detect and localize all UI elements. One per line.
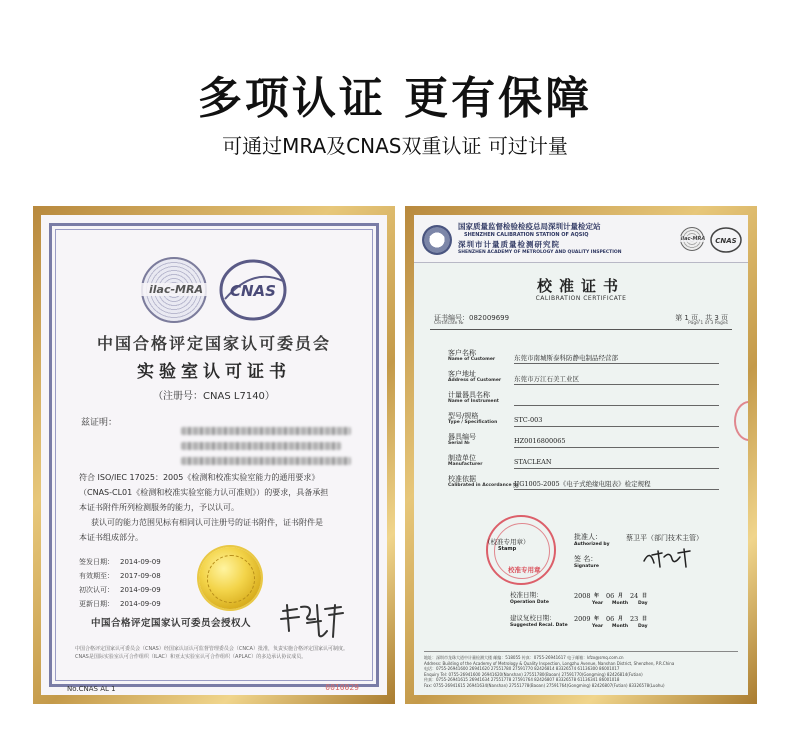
certificate-number-label: 证书编号： bbox=[434, 314, 469, 322]
operation-day: 24 bbox=[630, 592, 639, 600]
smq-logo bbox=[422, 225, 452, 255]
authorized-by-value: 蔡卫平（部门技术主管） bbox=[626, 534, 703, 542]
footer-line: Enquiry Tel: 0755-26941600 26941620(Nanshan) 27551780(Baoan) 27591770(Gongming) 82426814(Futian) bbox=[424, 671, 643, 677]
body-line: 获认可的能力范围见标有相同认可注册号的证书附件，证书附件是 bbox=[91, 518, 323, 527]
unit-year: 年 bbox=[594, 616, 600, 622]
unit-month: 月 bbox=[618, 593, 624, 599]
field-label-en: Manufacturer bbox=[448, 462, 483, 467]
field-label bbox=[448, 454, 482, 468]
recal-year: 2009 bbox=[574, 615, 591, 623]
field-value: HZ0016800065 bbox=[514, 437, 566, 445]
red-stamp-partial-icon bbox=[734, 401, 748, 441]
ilac-mra-logo-text: ilac-MRA bbox=[137, 283, 215, 296]
certificate-footer bbox=[424, 651, 738, 688]
date-label: 更新日期： bbox=[79, 600, 114, 608]
authorized-by-label bbox=[574, 533, 610, 549]
field-label bbox=[448, 475, 518, 489]
unit-year: 年 bbox=[594, 593, 600, 599]
page-info-en: Page 1 of 3 Pages bbox=[688, 321, 728, 326]
ilac-mra-logo bbox=[680, 227, 704, 251]
ilac-mra-logo bbox=[141, 257, 207, 323]
field-label bbox=[448, 391, 499, 405]
field-label-cn: 计量器具名称 bbox=[448, 391, 490, 399]
field-label-cn: 客户名称 bbox=[448, 349, 476, 357]
academy-name-en: SHENZHEN ACADEMY OF METROLOGY AND QUALITY INSPECTION bbox=[458, 250, 622, 255]
date-value: 2014-09-09 bbox=[120, 558, 161, 566]
recal-day: 23 bbox=[630, 615, 639, 623]
gold-seal-icon bbox=[199, 547, 261, 609]
field-label bbox=[448, 433, 476, 447]
smq-logo-text: SMQ bbox=[429, 235, 445, 242]
headline: 多项认证 更有保障 bbox=[197, 73, 593, 124]
body-line: （CNAS-CL01《检测和校准实验室能力认可准则》）的要求，具备承担 bbox=[79, 488, 329, 497]
field-label-en: Name of Instrument bbox=[448, 399, 499, 404]
field-label-en: Type / Specification bbox=[448, 420, 498, 425]
field-label-en: Address of Customer bbox=[448, 378, 502, 383]
certify-label: 兹证明： bbox=[81, 418, 118, 428]
field-value: STACLEAN bbox=[514, 458, 552, 466]
operation-date-en: Operation Date bbox=[510, 600, 549, 605]
field-value: 东莞市万江石美工业区 bbox=[514, 375, 579, 383]
authorized-person-label: 中国合格评定国家认可委员会授权人 bbox=[91, 618, 252, 629]
recal-date-cn: 建议复校日期： bbox=[510, 614, 556, 622]
field-underline bbox=[514, 447, 719, 448]
operation-month: 06 bbox=[606, 592, 615, 600]
certificate-fine-print: 中国合格评定国家认可委员会（CNAS）经国家认证认可监督管理委员会（CNCA）批准，负责实施合格评定国家认可制度。CNAS是国际实验室认可合作组织（ILAC）和亚太实验室认可合作组织（APLAC）的多边承认协议成员。 bbox=[75, 646, 348, 660]
field-label-cn: 器具编号 bbox=[448, 433, 476, 441]
cnas-logo bbox=[710, 227, 742, 253]
field-label-en: Serial № bbox=[448, 441, 470, 446]
operation-date-cn: 校准日期： bbox=[510, 591, 543, 599]
redacted-address-line bbox=[181, 457, 351, 465]
field-label-en: Name of Customer bbox=[448, 357, 496, 362]
signature-icon bbox=[640, 547, 694, 569]
field-label bbox=[448, 412, 497, 426]
date-value: 2014-09-09 bbox=[120, 600, 161, 608]
authorized-by-cn: 批准人： bbox=[574, 533, 602, 541]
field-label-cn: 型号/规格 bbox=[448, 412, 479, 420]
lab-accreditation-certificate bbox=[41, 215, 387, 695]
certificate-issuer-title: 中国合格评定国家认可委员会 bbox=[96, 334, 331, 353]
footer-line: 传真：0755-26941615 26941634 27551778 27591764 82426807 83326578 61136341 86001018 bbox=[424, 677, 620, 682]
signature-icon bbox=[277, 601, 347, 641]
field-underline bbox=[514, 363, 719, 364]
unit-year-en: Year bbox=[592, 624, 604, 629]
certificate-dates bbox=[79, 555, 161, 611]
stamp-label-en: Stamp bbox=[498, 546, 517, 552]
academy-name-cn: 深圳市计量质量检测研究院 bbox=[458, 240, 560, 249]
operation-date-label bbox=[510, 592, 549, 606]
signature-en: Signature bbox=[574, 564, 599, 569]
right-certificate-frame bbox=[405, 206, 757, 704]
unit-month-en: Month bbox=[612, 624, 629, 629]
field-label bbox=[448, 370, 501, 384]
unit-day-en: Day bbox=[638, 624, 648, 629]
field-label-en: Calibrated in Accordance to bbox=[448, 483, 519, 488]
cnas-logo-text: CNAS bbox=[230, 282, 276, 300]
unit-year-en: Year bbox=[592, 601, 604, 606]
field-underline bbox=[514, 489, 719, 490]
unit-month: 月 bbox=[618, 616, 624, 622]
unit-day-en: Day bbox=[638, 601, 648, 606]
calibration-certificate bbox=[414, 215, 748, 695]
footer-line: 地址：深圳市龙珠大道中计量检测大楼 邮编：518055 传真：0755-26941617 电子邮箱：kfzx@smq.com.cn bbox=[424, 655, 624, 660]
footer-line: 电话：0755-26941600 26941620 27551780 27591770 82426814 83326574 61136300 86001017 bbox=[424, 666, 620, 671]
authorized-by-en: Authorized by bbox=[574, 542, 610, 547]
date-label: 有效期至： bbox=[79, 572, 114, 580]
redacted-name-line bbox=[181, 442, 341, 450]
left-certificate-frame bbox=[33, 206, 395, 704]
serial-number: 0010029 bbox=[325, 683, 359, 692]
unit-day: 日 bbox=[642, 616, 648, 622]
redacted-name-line bbox=[181, 427, 351, 435]
date-label: 初次认可： bbox=[79, 586, 114, 594]
field-value: 东莞市南城斯泰科防静电制品经营部 bbox=[514, 354, 618, 362]
ilac-mra-logo-text: ilac-MRA bbox=[680, 236, 706, 242]
recal-date-en: Suggested Recal. Date bbox=[510, 623, 568, 628]
body-line: 本证书组成部分。 bbox=[79, 533, 143, 542]
field-label-cn: 校准依据 bbox=[448, 475, 476, 483]
footer-line: Address: Building of the Academy of Metrology & Quality Inspection, Longzhu Avenue, Nanshan District, Shenzhen, P.R.China bbox=[424, 660, 675, 666]
red-stamp-icon bbox=[486, 515, 556, 585]
page-info: 第 1 页，共 3 页 bbox=[675, 314, 728, 322]
date-value: 2017-09-08 bbox=[120, 572, 161, 580]
header-divider bbox=[430, 329, 732, 330]
field-underline bbox=[514, 468, 719, 469]
certificate-title: 校准证书 bbox=[536, 277, 625, 295]
field-value: STC-003 bbox=[514, 416, 543, 424]
field-underline bbox=[514, 405, 719, 406]
stamp-red-text: 校准专用章 bbox=[508, 566, 541, 574]
field-label-cn: 制造单位 bbox=[448, 454, 476, 462]
subline: 可通过MRA及CNAS双重认证 可过计量 bbox=[222, 134, 568, 158]
signature-cn: 签 名： bbox=[574, 555, 598, 563]
field-underline bbox=[514, 384, 719, 385]
field-value: JJG1005-2005《电子式绝缘电阻表》检定规程 bbox=[514, 480, 651, 488]
unit-day: 日 bbox=[642, 593, 648, 599]
field-label bbox=[448, 349, 495, 363]
field-label-cn: 客户地址 bbox=[448, 370, 476, 378]
body-line: 符合 ISO/IEC 17025：2005《检测和校准实验室能力的通用要求》 bbox=[79, 473, 320, 482]
form-number: No.CNAS AL 1 bbox=[67, 685, 116, 693]
registration-number: （注册号：CNAS L7140） bbox=[153, 391, 275, 402]
certificate-body bbox=[79, 471, 357, 546]
footer-line: Fax: 0755-26941615 26941634(Nanshan) 27551778(Baoan) 27591764(Gongming) 82426807(Futian) 83326578(Luohu) bbox=[424, 682, 665, 688]
field-underline bbox=[514, 426, 719, 427]
certificate-title: 实验室认可证书 bbox=[137, 362, 291, 382]
certificate-number-value: 082009699 bbox=[469, 314, 510, 322]
body-line: 本证书附件所列检测服务的能力，予以认可。 bbox=[79, 503, 239, 512]
certificate-title-en: CALIBRATION CERTIFICATE bbox=[535, 295, 627, 302]
cnas-logo bbox=[219, 259, 287, 321]
stamp-label: （校准专用章） bbox=[484, 538, 530, 546]
cnas-logo-text: CNAS bbox=[715, 237, 737, 245]
recal-date-label bbox=[510, 615, 568, 629]
recal-month: 06 bbox=[606, 615, 615, 623]
issuer-name-en: SHENZHEN CALIBRATION STATION OF AQSIQ bbox=[464, 232, 589, 238]
certificate-number-en: Certificate № bbox=[434, 321, 464, 326]
operation-year: 2008 bbox=[574, 592, 591, 600]
issuer-name-cn: 国家质量监督检验检疫总局深圳计量检定站 bbox=[458, 222, 601, 231]
unit-month-en: Month bbox=[612, 601, 629, 606]
date-value: 2014-09-09 bbox=[120, 586, 161, 594]
calibration-certificate-header bbox=[414, 215, 748, 263]
signature-label bbox=[574, 555, 599, 571]
date-label: 签发日期： bbox=[79, 558, 114, 566]
